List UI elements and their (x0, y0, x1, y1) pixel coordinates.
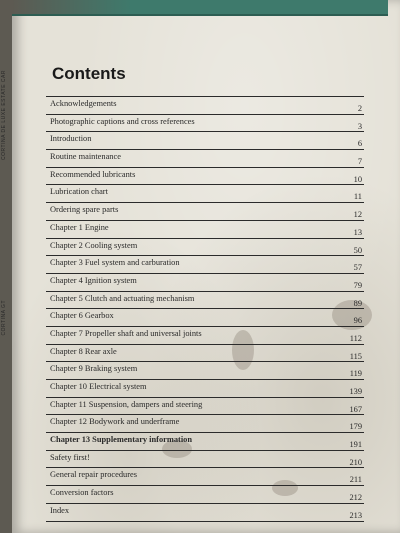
toc-page-number: 6 (357, 139, 362, 149)
toc-row (46, 415, 364, 433)
toc-entry-label: Routine maintenance (50, 152, 121, 162)
toc-entry-label: General repair procedures (50, 470, 137, 480)
toc-row (46, 362, 364, 380)
toc-page-number: 79 (353, 280, 362, 290)
table-of-contents (46, 96, 364, 522)
toc-row (46, 203, 364, 221)
toc-row (46, 398, 364, 416)
toc-entry-label: Chapter 3 Fuel system and carburation (50, 258, 180, 268)
toc-entry-label: Photographic captions and cross references (50, 116, 195, 126)
toc-page-number: 96 (353, 316, 362, 326)
toc-row (46, 221, 364, 239)
toc-entry-label: Chapter 4 Ignition system (50, 275, 137, 285)
cover-edge (12, 0, 388, 16)
toc-page-number: 11 (353, 192, 362, 202)
toc-row (46, 433, 364, 451)
toc-entry-label: Chapter 1 Engine (50, 222, 109, 232)
toc-row (46, 486, 364, 504)
contents-title: Contents (52, 64, 126, 83)
toc-page-number: 13 (353, 227, 362, 237)
toc-page-number: 211 (349, 475, 362, 485)
toc-row (46, 115, 364, 133)
toc-page-number: 2 (357, 104, 362, 113)
toc-entry-label: Chapter 13 Supplementary information (50, 435, 192, 445)
toc-row (46, 327, 364, 345)
toc-entry-label: Safety first! (50, 452, 90, 462)
toc-page-number: 57 (353, 263, 362, 273)
toc-page-number: 12 (353, 210, 362, 220)
toc-entry-label: Chapter 5 Clutch and actuating mechanism (50, 293, 195, 303)
toc-entry-label: Acknowledgements (50, 99, 117, 108)
toc-row (46, 380, 364, 398)
toc-page-number: 112 (349, 333, 362, 343)
toc-entry-label: Chapter 11 Suspension, dampers and steering (50, 399, 203, 409)
toc-entry-label: Ordering spare parts (50, 205, 119, 215)
toc-row (46, 185, 364, 203)
toc-page-number: 7 (357, 157, 362, 167)
toc-page-number: 139 (349, 387, 362, 396)
spine-subtitle: CORTINA GT (1, 300, 7, 336)
toc-entry-label: Conversion factors (50, 488, 114, 498)
toc-row (46, 292, 364, 310)
toc-row (46, 132, 364, 150)
toc-page-number: 212 (349, 493, 362, 503)
toc-row (46, 256, 364, 274)
toc-row (46, 468, 364, 486)
spine-title: CORTINA DE LUXE ESTATE CAR (1, 70, 7, 160)
toc-entry-label: Index (50, 505, 70, 515)
toc-page-number: 3 (357, 121, 362, 131)
toc-page-number: 89 (353, 298, 362, 308)
toc-row (46, 150, 364, 168)
toc-row (46, 451, 364, 469)
toc-page-number: 191 (349, 440, 362, 450)
toc-entry-label: Chapter 8 Rear axle (50, 346, 117, 356)
toc-entry-label: Chapter 6 Gearbox (50, 311, 114, 321)
toc-entry-label: Chapter 9 Braking system (50, 364, 138, 374)
toc-page-number: 179 (349, 422, 362, 432)
toc-page-number: 167 (349, 404, 362, 414)
toc-row (46, 309, 364, 327)
toc-row (46, 274, 364, 292)
toc-page-number: 115 (349, 351, 362, 361)
toc-row (46, 168, 364, 186)
toc-entry-label: Chapter 12 Bodywork and underframe (50, 417, 180, 427)
toc-row (46, 239, 364, 257)
toc-entry-label: Recommended lubricants (50, 169, 136, 179)
toc-entry-label: Lubrication chart (50, 187, 108, 197)
toc-row (46, 345, 364, 363)
toc-entry-label: Introduction (50, 134, 92, 144)
toc-entry-label: Chapter 7 Propeller shaft and universal joints (50, 328, 202, 338)
toc-page-number: 10 (353, 174, 362, 184)
toc-row (46, 504, 364, 522)
toc-page-number: 210 (349, 457, 362, 467)
toc-page-number: 50 (353, 245, 362, 255)
toc-entry-label: Chapter 10 Electrical system (50, 382, 147, 391)
toc-page-number: 119 (349, 369, 362, 379)
toc-row (46, 96, 364, 115)
toc-page-number: 213 (349, 510, 362, 520)
toc-entry-label: Chapter 2 Cooling system (50, 240, 138, 250)
